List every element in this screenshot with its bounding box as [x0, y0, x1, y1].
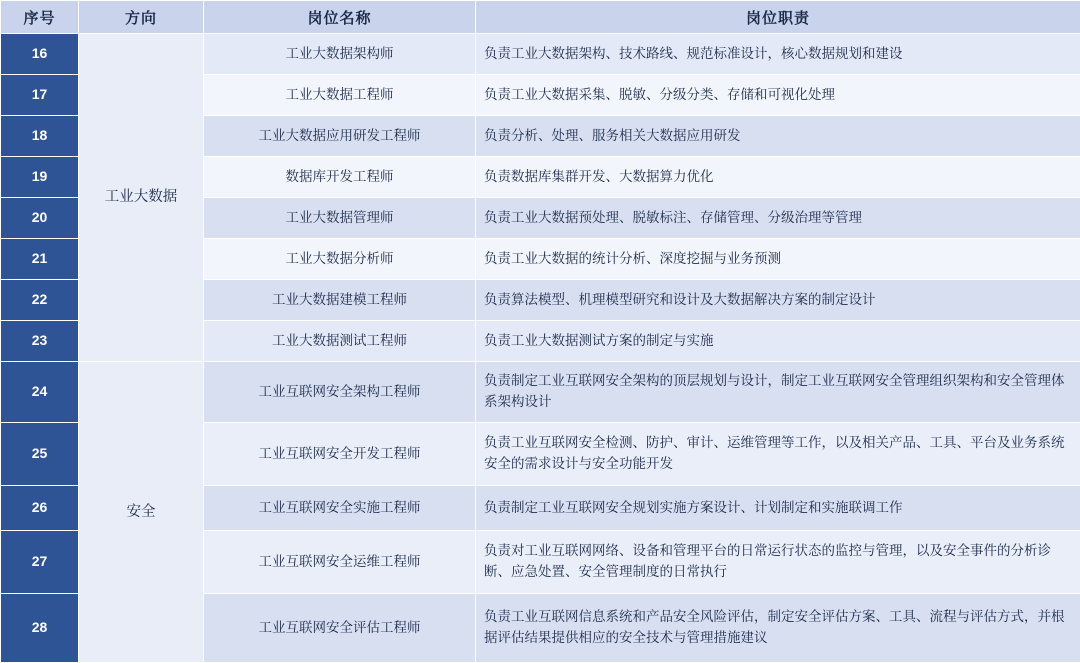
job-duty: 负责工业大数据采集、脱敏、分级分类、存储和可视化处理 — [476, 75, 1080, 116]
job-name: 工业互联网安全评估工程师 — [204, 594, 476, 663]
row-index: 18 — [1, 116, 79, 157]
job-name: 工业互联网安全架构工程师 — [204, 362, 476, 423]
job-duty: 负责工业大数据的统计分析、深度挖掘与业务预测 — [476, 239, 1080, 280]
row-index: 23 — [1, 321, 79, 362]
job-name: 工业大数据应用研发工程师 — [204, 116, 476, 157]
row-index: 28 — [1, 594, 79, 663]
row-index: 24 — [1, 362, 79, 423]
row-index: 19 — [1, 157, 79, 198]
row-index: 26 — [1, 486, 79, 531]
column-header-direction: 方向 — [79, 1, 204, 34]
job-name: 工业大数据架构师 — [204, 34, 476, 75]
job-duty: 负责制定工业互联网安全架构的顶层规划与设计，制定工业互联网安全管理组织架构和安全管理体系架构设计 — [476, 362, 1080, 423]
table-header-row — [1, 1, 1080, 34]
row-index: 25 — [1, 423, 79, 486]
row-index: 17 — [1, 75, 79, 116]
job-duty: 负责数据库集群开发、大数据算力优化 — [476, 157, 1080, 198]
job-name: 工业互联网安全实施工程师 — [204, 486, 476, 531]
job-duty: 负责工业大数据架构、技术路线、规范标准设计，核心数据规划和建设 — [476, 34, 1080, 75]
job-duty: 负责工业大数据预处理、脱敏标注、存储管理、分级治理等管理 — [476, 198, 1080, 239]
row-index: 27 — [1, 531, 79, 594]
job-name: 工业大数据工程师 — [204, 75, 476, 116]
job-name: 工业大数据测试工程师 — [204, 321, 476, 362]
row-index: 21 — [1, 239, 79, 280]
job-duty: 负责制定工业互联网安全规划实施方案设计、计划制定和实施联调工作 — [476, 486, 1080, 531]
column-header-job-name: 岗位名称 — [204, 1, 476, 34]
row-index: 16 — [1, 34, 79, 75]
row-index: 22 — [1, 280, 79, 321]
table-row — [1, 362, 1080, 423]
job-duty: 负责对工业互联网网络、设备和管理平台的日常运行状态的监控与管理，以及安全事件的分析诊断、应急处置、安全管理制度的日常执行 — [476, 531, 1080, 594]
job-name: 工业大数据分析师 — [204, 239, 476, 280]
job-duty: 负责工业互联网信息系统和产品安全风险评估，制定安全评估方案、工具、流程与评估方式，并根据评估结果提供相应的安全技术与管理措施建议 — [476, 594, 1080, 663]
table-row — [1, 34, 1080, 75]
job-duty: 负责工业大数据测试方案的制定与实施 — [476, 321, 1080, 362]
job-name: 工业互联网安全开发工程师 — [204, 423, 476, 486]
job-name: 工业大数据管理师 — [204, 198, 476, 239]
table-body — [1, 34, 1080, 663]
row-index: 20 — [1, 198, 79, 239]
table-header — [1, 1, 1080, 34]
job-name: 工业互联网安全运维工程师 — [204, 531, 476, 594]
job-duty: 负责工业互联网安全检测、防护、审计、运维管理等工作，以及相关产品、工具、平台及业务系统安全的需求设计与安全功能开发 — [476, 423, 1080, 486]
group-direction-label: 安全 — [79, 362, 204, 663]
job-duty: 负责算法模型、机理模型研究和设计及大数据解决方案的制定设计 — [476, 280, 1080, 321]
group-direction-label: 工业大数据 — [79, 34, 204, 362]
job-duty: 负责分析、处理、服务相关大数据应用研发 — [476, 116, 1080, 157]
column-header-job-duty: 岗位职责 — [476, 1, 1080, 34]
column-header-index: 序号 — [1, 1, 79, 34]
job-name: 数据库开发工程师 — [204, 157, 476, 198]
job-name: 工业大数据建模工程师 — [204, 280, 476, 321]
